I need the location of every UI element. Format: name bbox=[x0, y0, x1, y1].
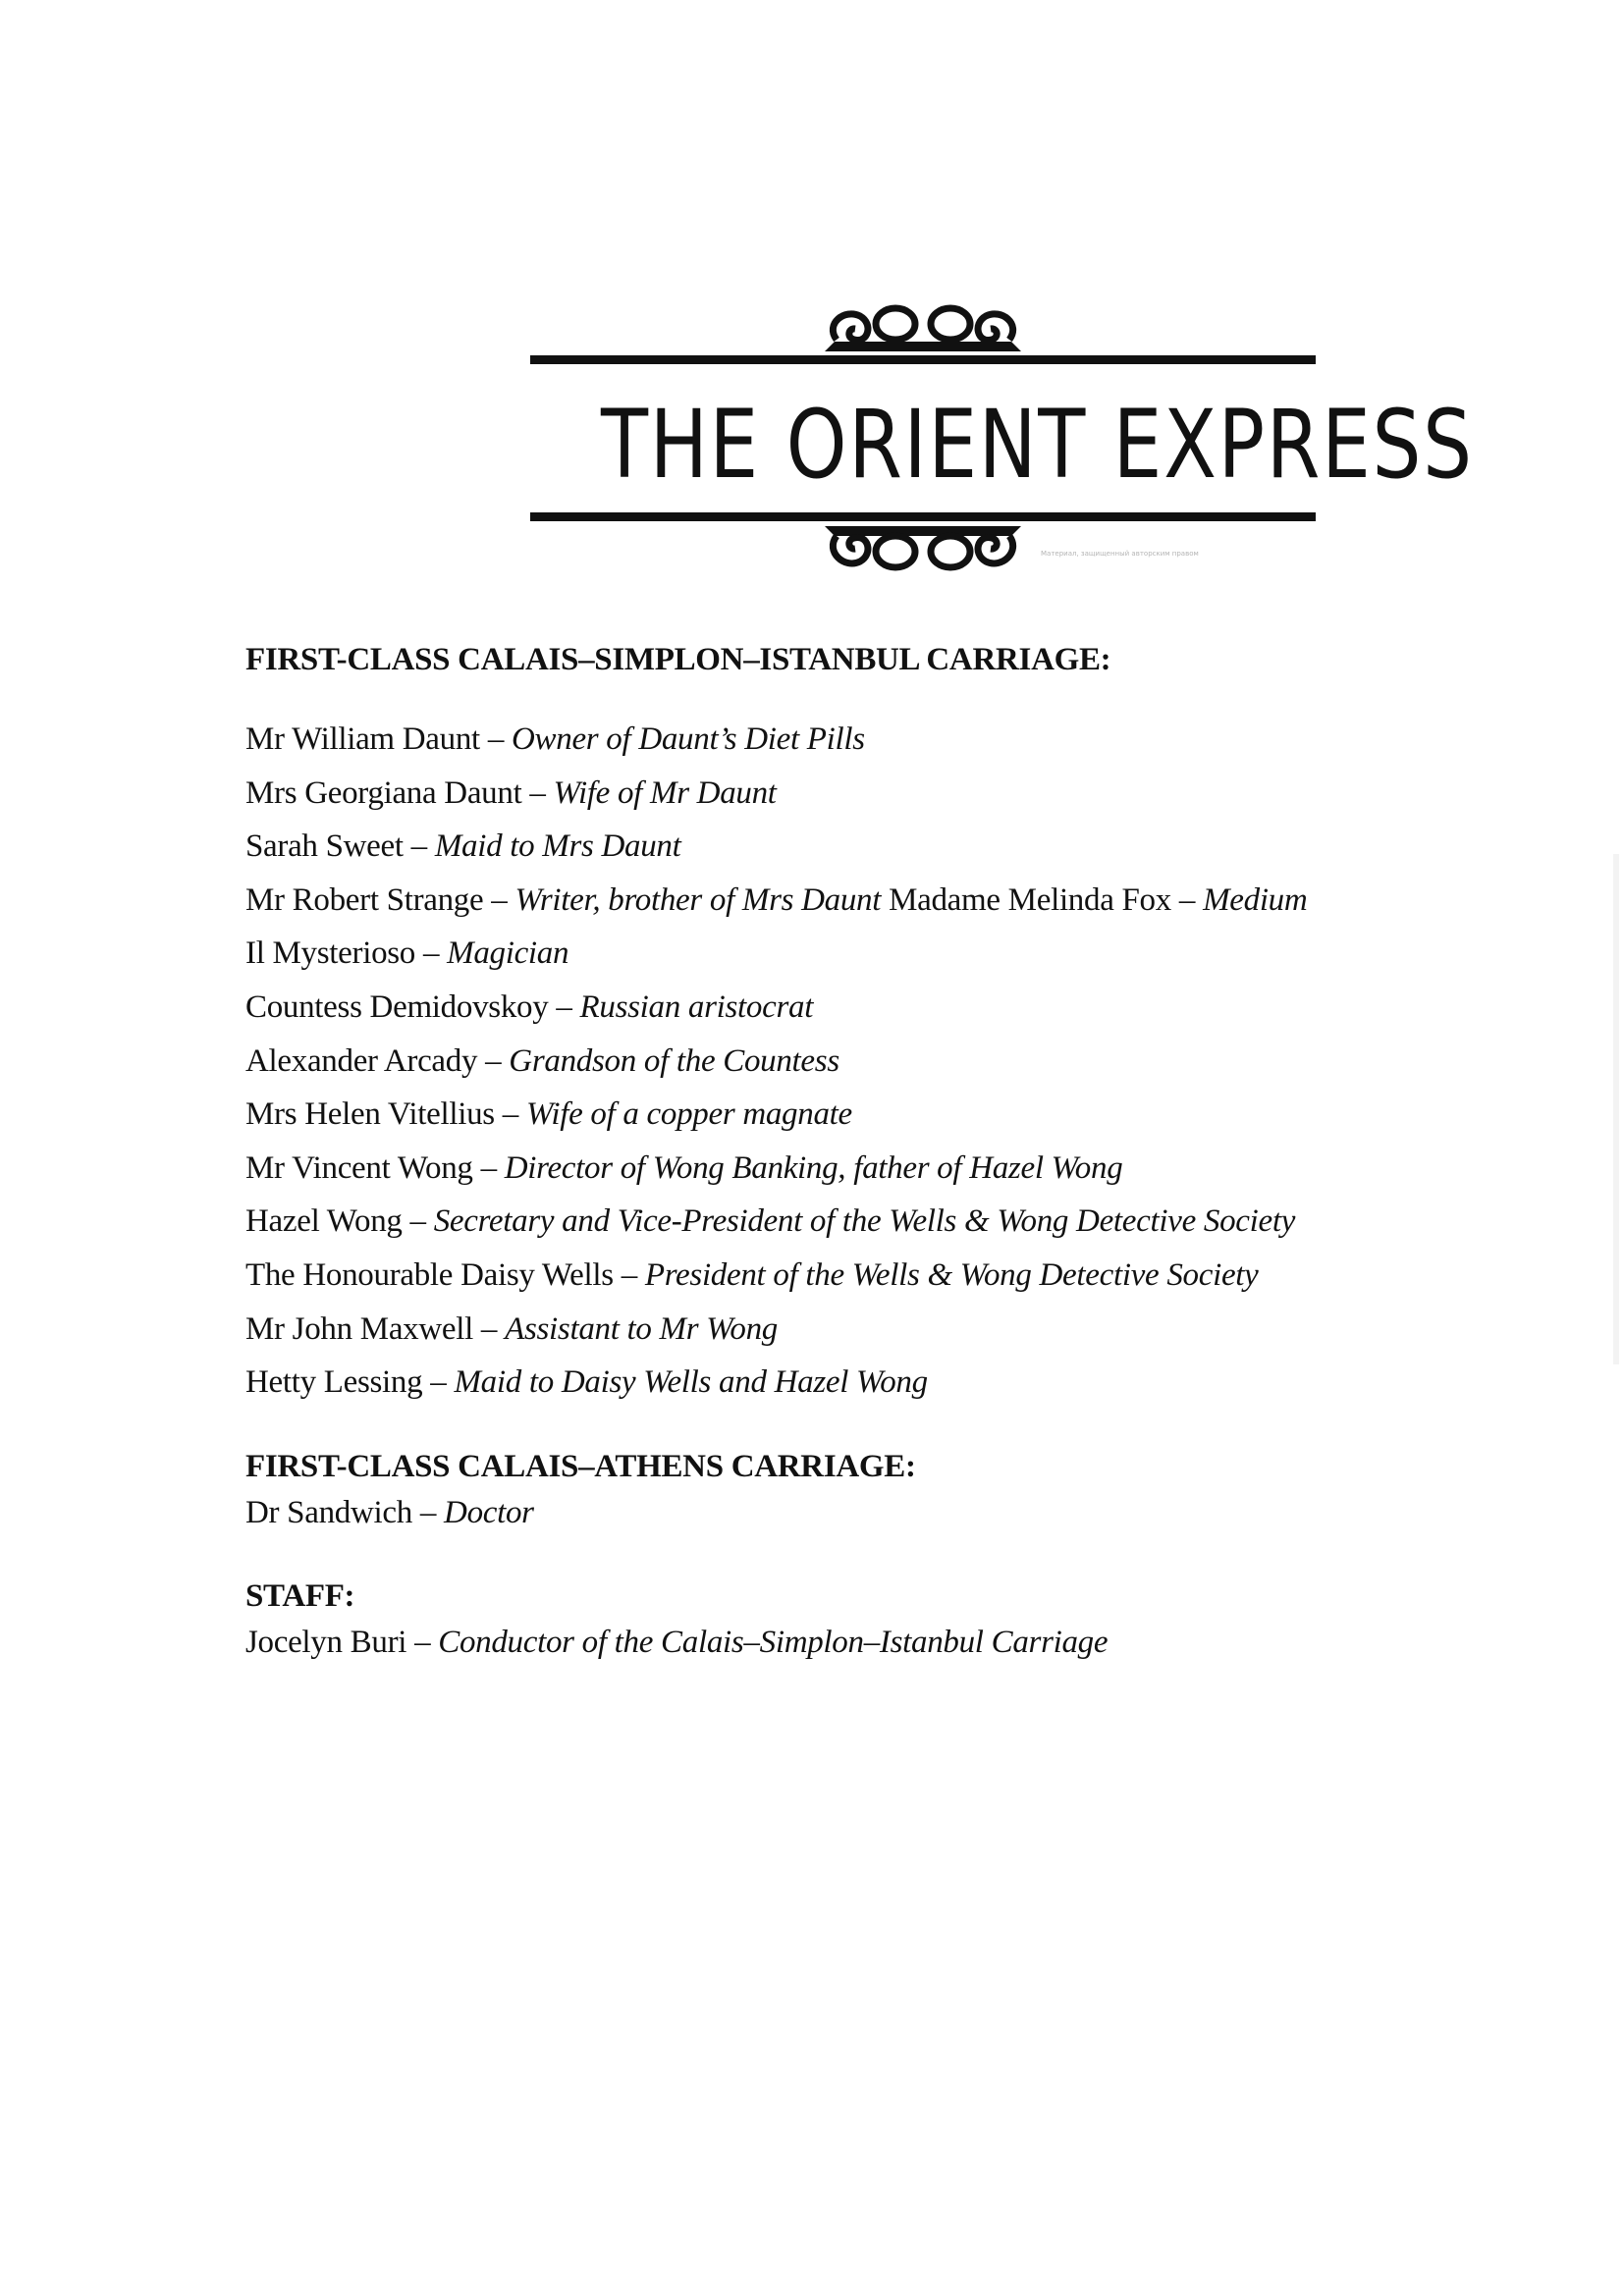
character-name: Mrs Helen Vitellius bbox=[245, 1096, 495, 1133]
character-role: Magician bbox=[447, 935, 569, 972]
top-rule bbox=[530, 355, 1316, 364]
character-name: Il Mysterioso bbox=[245, 935, 416, 972]
separator: – bbox=[406, 1624, 439, 1660]
separator: – bbox=[477, 1042, 510, 1079]
separator: – bbox=[483, 881, 515, 918]
bottom-rule bbox=[530, 512, 1316, 521]
list-item bbox=[245, 1249, 1473, 1303]
logo-title: THE ORIENT EXPRESS bbox=[601, 390, 1474, 500]
list-item bbox=[245, 874, 1473, 928]
section-staff bbox=[245, 1576, 1473, 1669]
separator: – bbox=[494, 1096, 526, 1133]
bottom-scroll-ornament bbox=[825, 526, 1021, 567]
list-item bbox=[245, 820, 1473, 874]
character-role: Assistant to Mr Wong bbox=[505, 1310, 778, 1347]
separator: – bbox=[415, 935, 448, 972]
character-role: Maid to Mrs Daunt bbox=[434, 828, 681, 865]
character-role: Owner of Daunt’s Diet Pills bbox=[512, 721, 865, 757]
section-calais-athens bbox=[245, 1447, 1473, 1539]
list-item bbox=[245, 981, 1473, 1035]
character-name: Madame Melinda Fox bbox=[889, 881, 1171, 918]
list-item bbox=[245, 1088, 1473, 1142]
separator: – bbox=[422, 1364, 455, 1401]
character-role: Conductor of the Calais–Simplon–Istanbul Carriage bbox=[438, 1624, 1109, 1660]
list-item bbox=[245, 767, 1473, 821]
character-role: Writer, brother of Mrs Daunt bbox=[514, 881, 882, 918]
separator: – bbox=[613, 1256, 645, 1293]
character-role: Doctor bbox=[444, 1494, 534, 1530]
list-item bbox=[245, 713, 1473, 767]
separator: – bbox=[472, 1310, 506, 1347]
section-heading: STAFF: bbox=[245, 1577, 355, 1614]
list-item bbox=[245, 1303, 1473, 1357]
separator: – bbox=[472, 1149, 505, 1186]
cast-list bbox=[245, 640, 1473, 1669]
list-item bbox=[245, 1035, 1473, 1089]
separator: – bbox=[1170, 881, 1204, 918]
character-name: Mr William Daunt bbox=[245, 721, 480, 757]
character-role: President of the Wells & Wong Detective Society bbox=[644, 1256, 1259, 1293]
page-edge-shadow bbox=[1613, 854, 1619, 1364]
separator: – bbox=[548, 988, 580, 1025]
character-name: Mr John Maxwell bbox=[245, 1310, 473, 1347]
list-item bbox=[245, 927, 1473, 981]
character-role: Medium bbox=[1203, 881, 1308, 918]
section-heading: FIRST-CLASS CALAIS–ATHENS CARRIAGE: bbox=[245, 1448, 916, 1484]
character-name: The Honourable Daisy Wells bbox=[245, 1256, 614, 1293]
character-role: Wife of a copper magnate bbox=[525, 1096, 852, 1133]
separator: – bbox=[403, 828, 435, 865]
character-name: Alexander Arcady bbox=[245, 1042, 478, 1079]
character-role: Secretary and Vice-President of the Wells & Wong Detective Society bbox=[433, 1203, 1296, 1240]
list-item bbox=[245, 1486, 1473, 1539]
character-name: Jocelyn Buri bbox=[245, 1624, 407, 1660]
section-calais-simplon-istanbul bbox=[245, 640, 1473, 1410]
character-name: Countess Demidovskoy bbox=[245, 988, 549, 1025]
top-scroll-ornament bbox=[825, 308, 1021, 351]
list-item bbox=[245, 1195, 1473, 1249]
list-item bbox=[245, 1616, 1473, 1669]
separator: – bbox=[402, 1203, 434, 1240]
separator: – bbox=[521, 774, 554, 811]
list-item bbox=[245, 1356, 1473, 1410]
character-name: Mrs Georgiana Daunt bbox=[245, 774, 522, 811]
orient-express-logo bbox=[530, 294, 1474, 579]
logo-watermark: Материал, защищенный авторским правом bbox=[1041, 550, 1199, 558]
section-heading: FIRST-CLASS CALAIS–SIMPLON–ISTANBUL CARRIAGE: bbox=[245, 642, 1111, 677]
separator: – bbox=[479, 721, 513, 757]
separator: – bbox=[411, 1494, 445, 1530]
character-role: Wife of Mr Daunt bbox=[553, 774, 777, 811]
character-name: Hazel Wong bbox=[245, 1203, 403, 1240]
character-role: Grandson of the Countess bbox=[509, 1042, 839, 1079]
list-item bbox=[245, 1142, 1473, 1196]
character-role: Russian aristocrat bbox=[579, 988, 814, 1025]
character-role: Maid to Daisy Wells and Hazel Wong bbox=[454, 1364, 928, 1401]
character-name: Mr Robert Strange bbox=[245, 881, 484, 918]
character-role: Director of Wong Banking, father of Hazel Wong bbox=[504, 1149, 1123, 1186]
character-name: Mr Vincent Wong bbox=[245, 1149, 473, 1186]
character-name: Dr Sandwich bbox=[245, 1494, 412, 1530]
character-name: Sarah Sweet bbox=[245, 828, 404, 865]
character-name: Hetty Lessing bbox=[245, 1364, 423, 1401]
